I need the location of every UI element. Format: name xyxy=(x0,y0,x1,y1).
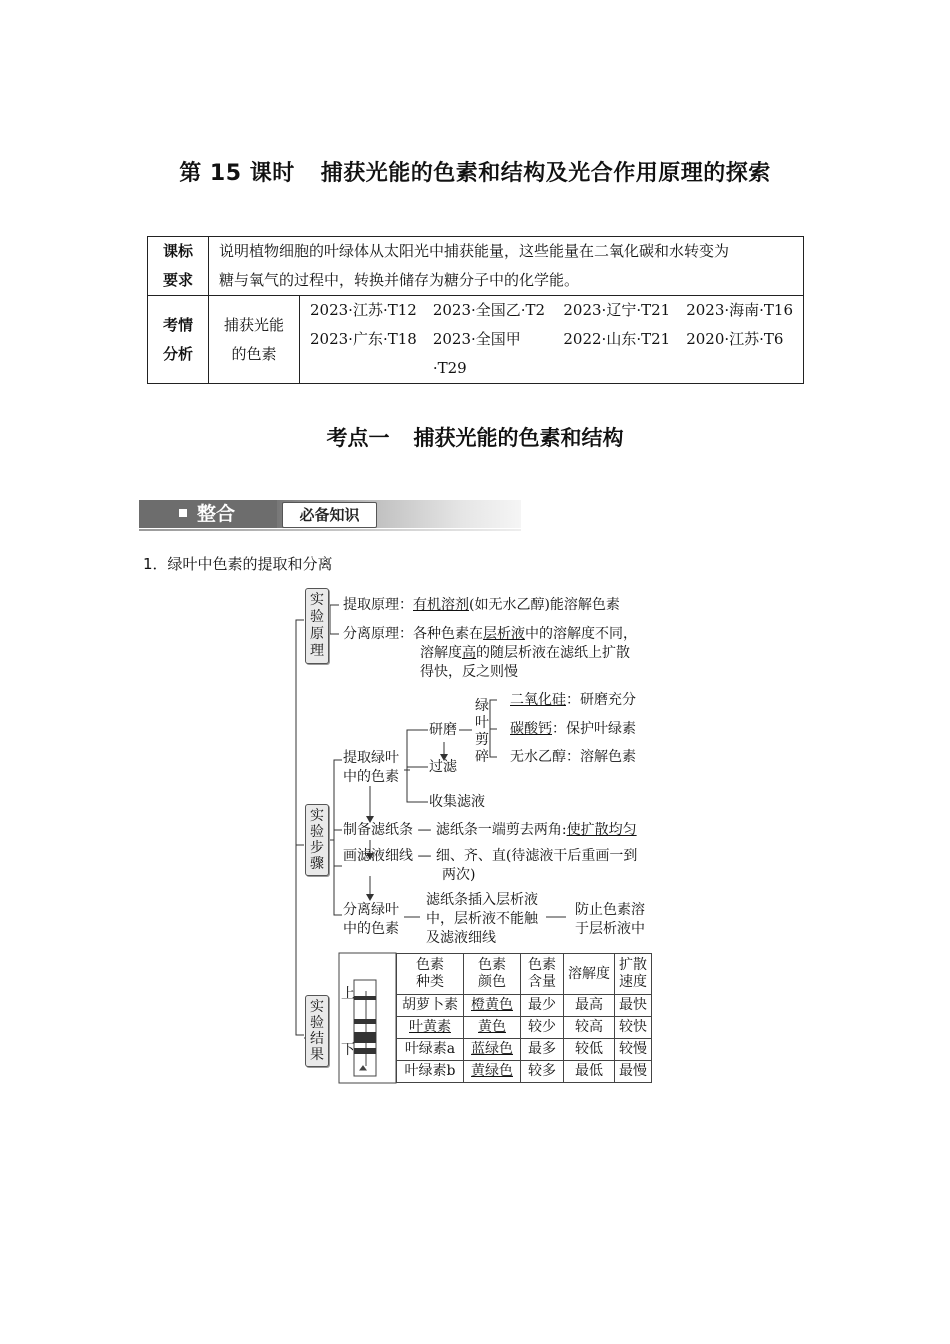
item-title: 1．绿叶中色素的提取和分离 xyxy=(143,555,333,573)
exam-ref: 2023·广东·T18 xyxy=(310,330,417,348)
line-step: 画滤液细线 — 细、齐、直(待滤液干后重画一到 xyxy=(343,848,638,864)
lesson-topic: 捕获光能的色素和结构及光合作用原理的探索 xyxy=(320,161,771,186)
exam-ref: 2023·江苏·T12 xyxy=(310,301,417,319)
lesson-number: 第 15 课时 xyxy=(179,161,295,186)
results-table xyxy=(396,953,652,1083)
table-row: 叶绿素b 黄绿色 较多 最低 最慢 xyxy=(397,1061,652,1083)
analysis-subject: 捕获光能 的色素 xyxy=(209,296,300,384)
sep-reason-1: 防止色素溶 xyxy=(575,902,645,918)
exam-ref: 2022·山东·T21 xyxy=(563,330,671,348)
separation-principle-2: 溶解度高的随层析液在滤纸上扩散 xyxy=(420,645,630,661)
header-cell: 色素 含量 xyxy=(521,954,564,995)
header-cell: 色素 颜色 xyxy=(464,954,521,995)
header-cell: 色素 种类 xyxy=(397,954,464,995)
exam-ref: 2023·辽宁·T21 xyxy=(563,301,671,319)
header-cell: 扩散 速度 xyxy=(615,954,652,995)
exam-ref: 2023·全国甲·T29 xyxy=(432,330,521,377)
collect-step: 收集滤液 xyxy=(429,794,485,810)
filter-step: 过滤 xyxy=(429,759,457,775)
grind-step: 研磨 xyxy=(429,722,457,738)
banner-sub: 必备知识 xyxy=(282,502,377,528)
additive-sio2: 二氧化硅：研磨充分 xyxy=(510,692,636,708)
extract-principle: 提取原理：有机溶剂(如无水乙醇)能溶解色素 xyxy=(343,597,620,613)
table-row: 叶黄素 黄色 较少 较高 较快 xyxy=(397,1017,652,1039)
sep-step-2: 中的色素 xyxy=(343,921,399,937)
analysis-label: 考情 分析 xyxy=(148,296,209,384)
results-box: 实 验 结 果 xyxy=(305,995,329,1067)
sep-desc-3: 及滤液细线 xyxy=(426,930,496,946)
header-cell: 溶解度 xyxy=(564,954,615,995)
paper-step: 制备滤纸条 — 滤纸条一端剪去两角:使扩散均匀 xyxy=(343,822,637,838)
leaf-chop-label: 绿 叶 剪 碎 xyxy=(475,698,489,765)
table-row: 叶绿素a 蓝绿色 最多 较低 较慢 xyxy=(397,1039,652,1061)
sep-desc-2: 中，层析液不能触 xyxy=(426,911,538,927)
exam-ref: 2023·海南·T16 xyxy=(686,301,793,319)
section-title: 考点一 捕获光能的色素和结构 xyxy=(326,426,624,450)
steps-box: 实 验 步 骤 xyxy=(305,804,329,876)
extract-step-2: 中的色素 xyxy=(343,769,399,785)
extract-step-1: 提取绿叶 xyxy=(343,750,399,766)
exam-ref: 2020·江苏·T6 xyxy=(686,330,784,348)
table-row: 胡萝卜素 橙黄色 最少 最高 最快 xyxy=(397,995,652,1017)
separation-principle-3: 得快，反之则慢 xyxy=(420,664,518,680)
strip-top-label: 上 xyxy=(341,986,355,1002)
sep-reason-2: 于层析液中 xyxy=(575,921,645,937)
additive-caco3: 碳酸钙：保护叶绿素 xyxy=(510,721,636,737)
strip-bottom-label: 下 xyxy=(341,1042,355,1058)
additive-ethanol: 无水乙醇：溶解色素 xyxy=(510,749,636,765)
exam-ref: 2023·全国乙·T2 xyxy=(432,301,546,319)
banner-main: 整合 xyxy=(139,500,277,528)
sep-desc-1: 滤纸条插入层析液 xyxy=(426,892,538,908)
principle-box: 实 验 原 理 xyxy=(305,588,329,664)
line-step-2: 两次) xyxy=(442,867,476,883)
req-label: 课标 要求 xyxy=(148,237,209,296)
sep-step-1: 分离绿叶 xyxy=(343,902,399,918)
separation-principle: 分离原理：各种色素在层析液中的溶解度不同， xyxy=(343,626,637,642)
req-text: 说明植物细胞的叶绿体从太阳光中捕获能量，这些能量在二氧化碳和水转变为 糖与氧气的过程中，转换并储存为糖分子中的化学能。 xyxy=(209,237,804,296)
